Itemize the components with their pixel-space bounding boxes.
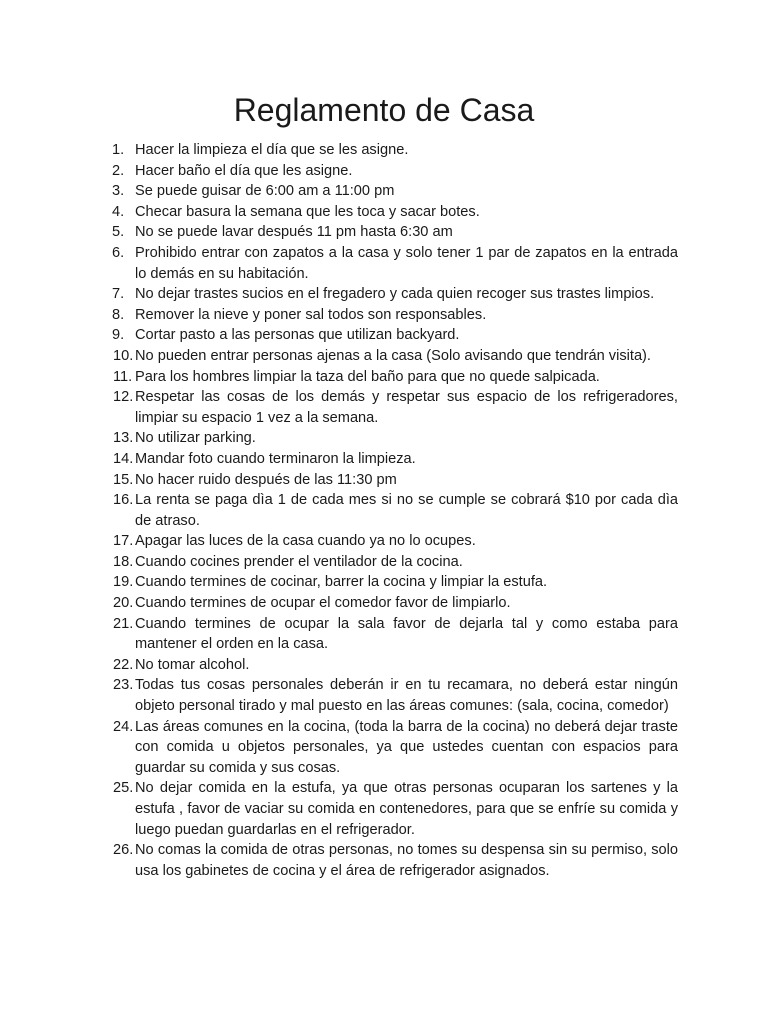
rule-item (90, 346, 678, 367)
rule-number (90, 552, 135, 573)
rule-number-label: 11. (113, 368, 133, 385)
rule-item (90, 572, 678, 593)
rule-text: No utilizar parking. (135, 430, 256, 447)
rule-text: Prohibido entrar con zapatos a la casa y solo tener 1 par de zapatos en la entrada lo demás en su habitación. (135, 244, 678, 282)
rule-text: Apagar las luces de la casa cuando ya no lo ocupes. (135, 533, 476, 550)
rule-number (90, 202, 135, 223)
rule-number (90, 346, 135, 367)
rule-number-label: 18. (113, 553, 134, 570)
rule-text: Las áreas comunes en la cocina, (toda la barra de la cocina) no deberá dejar traste con comida u objetos personales, ya que ustedes cuentan con espacios para guardar su comida y sus cosas. (135, 718, 678, 776)
rule-item (90, 367, 678, 388)
rule-item (90, 675, 678, 716)
rule-text: Remover la nieve y poner sal todos son responsables. (135, 306, 487, 323)
rule-number (90, 387, 135, 428)
rule-item (90, 387, 678, 428)
rule-item (90, 243, 678, 284)
rule-number (90, 428, 135, 449)
rule-item (90, 325, 678, 346)
rule-item (90, 222, 678, 243)
rule-number-label: 14. (113, 450, 134, 467)
document-title: Reglamento de Casa (233, 92, 535, 128)
rule-item (90, 284, 678, 305)
rule-number-label: 8. (112, 306, 125, 323)
rule-number-label: 3. (112, 183, 125, 200)
rule-item (90, 840, 678, 881)
rule-number-label: 16. (113, 492, 134, 509)
rule-number-label: 17. (113, 533, 134, 550)
rule-number (90, 490, 135, 531)
rule-text: No dejar trastes sucios en el fregadero y cada quien recoger sus trastes limpios. (135, 286, 655, 303)
rule-number (90, 840, 135, 881)
rule-text: Para los hombres limpiar la taza del baño para que no quede salpicada. (135, 368, 600, 385)
rule-number-label: 1. (112, 142, 125, 158)
rule-item (90, 531, 678, 552)
rule-text: No comas la comida de otras personas, no tomes su despensa sin su permiso, solo usa los gabinetes de cocina y el área de refrigerador asignados. (135, 842, 678, 879)
rule-number (90, 181, 135, 202)
rule-text: Cortar pasto a las personas que utilizan backyard. (135, 327, 460, 344)
rule-text: Cuando cocines prender el ventilador de la cocina. (135, 553, 463, 570)
rule-number-label: 23. (113, 677, 134, 694)
rule-text: Hacer baño el día que les asigne. (135, 162, 353, 179)
rule-text: No pueden entrar personas ajenas a la casa (Solo avisando que tendrán visita). (135, 347, 651, 364)
rule-item (90, 655, 678, 676)
rule-number (90, 449, 135, 470)
rule-number-label: 9. (112, 327, 125, 344)
rule-number (90, 675, 135, 716)
rule-number-label: 6. (112, 244, 125, 261)
rule-number-label: 10. (113, 347, 134, 364)
rule-item (90, 614, 678, 655)
rule-number (90, 222, 135, 243)
rule-item (90, 593, 678, 614)
rule-item (90, 490, 678, 531)
rule-text: Se puede guisar de 6:00 am a 11:00 pm (135, 183, 395, 200)
rule-number-label: 24. (113, 718, 134, 735)
rule-number (90, 593, 135, 614)
rule-number-label: 13. (113, 430, 134, 447)
rule-text: Hacer la limpieza el día que se les asigne. (135, 142, 409, 158)
rule-item (90, 778, 678, 840)
rule-number-label: 25. (113, 780, 134, 797)
rule-item (90, 305, 678, 326)
rule-number-label: 5. (112, 224, 125, 241)
rule-number-label: 19. (113, 574, 134, 591)
rule-number-label: 22. (113, 656, 134, 673)
rule-number-label: 2. (112, 162, 125, 179)
rule-number (90, 655, 135, 676)
rule-number (90, 305, 135, 326)
rule-text: No hacer ruido después de las 11:30 pm (135, 471, 397, 488)
rule-text: Cuando termines de ocupar el comedor favor de limpiarlo. (135, 595, 511, 612)
rule-text: Checar basura la semana que les toca y sacar botes. (135, 203, 480, 220)
rule-number (90, 243, 135, 284)
rule-number (90, 161, 135, 182)
rule-number (90, 717, 135, 779)
rule-number (90, 614, 135, 655)
rule-item (90, 470, 678, 491)
rule-text: Respetar las cosas de los demás y respetar sus espacio de los refrigeradores, limpiar su espacio 1 vez a la semana. (135, 389, 678, 426)
rule-text: No tomar alcohol. (135, 656, 250, 673)
rule-number-label: 15. (113, 471, 134, 488)
rule-number-label: 7. (112, 286, 125, 303)
rule-item (90, 717, 678, 779)
rule-text: Mandar foto cuando terminaron la limpieza. (135, 450, 416, 467)
rule-number (90, 531, 135, 552)
rule-item (90, 140, 678, 161)
rule-number-label: 4. (112, 203, 125, 220)
rule-number (90, 367, 135, 388)
rule-number (90, 470, 135, 491)
rule-number (90, 778, 135, 840)
rule-number (90, 140, 135, 161)
rules-list (90, 140, 678, 881)
rule-item (90, 161, 678, 182)
rule-text: No se puede lavar después 11 pm hasta 6:30 am (135, 224, 453, 241)
rule-number (90, 325, 135, 346)
rule-number-label: 12. (113, 389, 134, 406)
rule-item (90, 202, 678, 223)
rule-text: La renta se paga dìa 1 de cada mes si no se cumple se cobrará $10 por cada dìa de atraso. (135, 492, 678, 529)
rule-number (90, 572, 135, 593)
rule-text: No dejar comida en la estufa, ya que otras personas ocuparan los sartenes y la estufa , favor de vaciar su comida en contenedores, para que se enfríe su comida y luego puedan guardarlas en el refrigerador. (135, 780, 678, 838)
rule-number-label: 21. (113, 615, 134, 632)
rule-text: Cuando termines de ocupar la sala favor de dejarla tal y como estaba para mantener el orden en la casa. (135, 615, 678, 653)
rule-number-label: 26. (113, 842, 134, 859)
rule-item (90, 552, 678, 573)
rule-item (90, 181, 678, 202)
rule-number (90, 284, 135, 305)
rule-text: Todas tus cosas personales deberán ir en tu recamara, no deberá estar ningún objeto personal tirado y mal puesto en las áreas comunes: (sala, cocina, comedor) (135, 677, 678, 715)
rule-text: Cuando termines de cocinar, barrer la cocina y limpiar la estufa. (135, 574, 548, 591)
rule-item (90, 449, 678, 470)
rule-item (90, 428, 678, 449)
rule-number-label: 20. (113, 595, 134, 612)
